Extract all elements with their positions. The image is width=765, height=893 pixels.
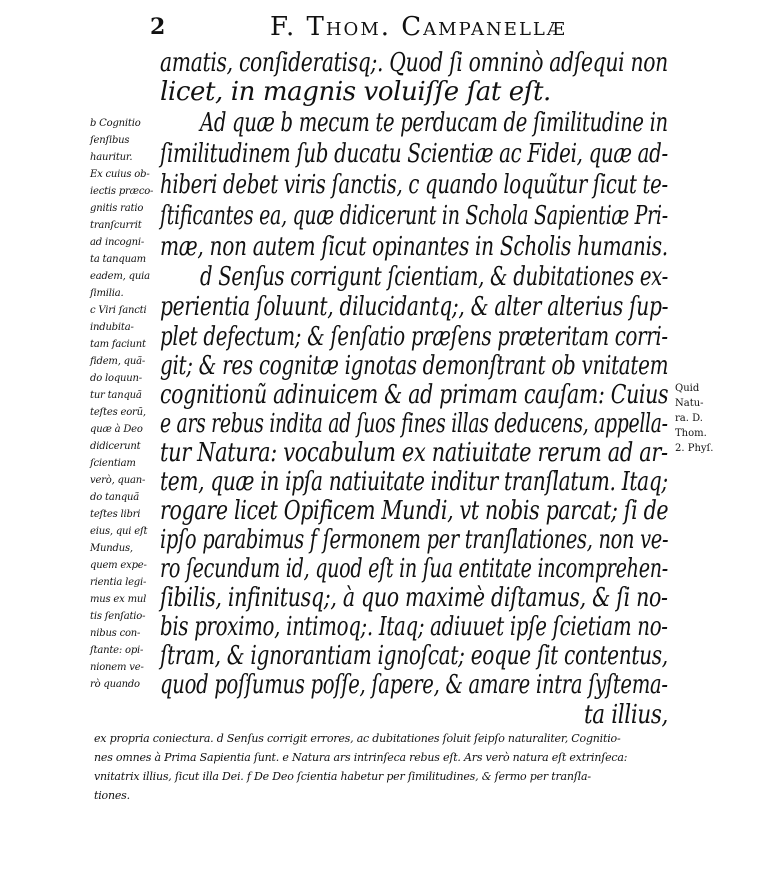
gloss-line: gnitis ratio [90,203,144,214]
text-line: quod poſſumus poſſe, ſapere, & amare intra ſyſtema- [160,670,668,700]
gloss-line: eius, qui eſt [90,526,148,537]
text-line: ſimilitudinem ſub ducatu Scientiæ ac Fidei, quæ ad- [160,139,668,169]
page-header [150,8,710,42]
text-line: tur Natura: vocabulum ex natiuitate rerum ad ar- [160,438,668,468]
gloss-line: teſtes eorũ, [90,407,146,418]
gloss-line: ſimilia. [90,288,124,299]
paragraph-start-line: Ad quæ b mecum te perducam de ſimilitudine in [200,108,668,138]
gloss-line: teſtes libri [90,509,141,520]
gloss-line: didicerunt [90,441,141,452]
text-line: licet, in magnis voluiſſe ſat eſt. [160,77,551,107]
text-line: ro ſecundum id, quod eſt in ſua entitate incomprehen- [160,554,668,584]
gloss-line: quem expe- [90,560,147,571]
text-line: hiberi debet viris ſanctis, c quando loquũtur ſicut te- [160,170,668,200]
gloss-line: Ex cuius ob- [90,169,150,180]
gloss-line: b Cognitio [90,118,141,129]
gloss-line: eadem, quia [90,271,150,282]
gloss-line: rientia legi- [90,577,147,588]
text-line: ſtram, & ignorantiam ignoſcat; eoque ſit contentus, [160,641,668,671]
footnote-line: tiones. [94,789,130,802]
gloss-line: 2. Phyſ. [675,443,714,454]
text-line: tem, quæ in ipſa natiuitate inditur tranſlatum. Itaq; [160,467,668,497]
gloss-line: mus ex mul [90,594,147,605]
gloss-line: do tanquã [90,492,140,503]
footnote-line: ex propria coniectura. d Senſus corrigit errores, ac dubitationes ſoluit ſeipſo naturaliter, Cognitio- [94,732,621,745]
gloss-line: Mundus, [90,543,133,554]
gloss-line: c Viri ſancti [90,305,147,316]
text-line: cognitionũ adinuicem & ad primam cauſam: Cuius [160,380,669,410]
gloss-line: tam faciunt [90,339,146,350]
gloss-line: hauritur. [90,152,133,163]
text-line: plet defectum; & ſenſatio præſens præteritam corri- [160,322,668,352]
text-line: perientia ſoluunt, dilucidantq;, & alter alterius ſup- [160,292,669,322]
gloss-line: quæ à Deo [90,424,143,435]
gloss-line: ta tanquam [90,254,146,265]
text-line: mæ, non autem ſicut opinantes in Scholis humanis. [160,232,668,262]
gloss-line: nionem ve- [90,662,144,673]
gloss-line: rò quando [90,679,140,690]
gloss-line: Thom. [675,428,707,439]
text-line: ſtificantes ea, quæ didicerunt in Schola Sapientiæ Pri- [160,201,668,231]
text-line: ipſo parabimus f ſermonem per tranſlationes, non ve- [160,525,669,555]
gloss-line: ſtante: opi- [90,645,144,656]
gloss-line: iectis præco- [90,186,154,197]
gloss-line: ad incogni- [90,237,145,248]
gloss-line: nibus con- [90,628,141,639]
gloss-line: Natu- [675,398,704,409]
gloss-line: indubita- [90,322,134,333]
text-line: bis proximo, intimoq;. Itaq; adiuuet ipſe ſcietiam no- [160,612,668,642]
page-number: 2 [150,14,166,40]
text-line: e ars rebus indita ad ſuos fines illas deducens, appella- [160,409,668,439]
gloss-line: ſcientiam [90,458,136,469]
gloss-line: Quid [675,383,700,394]
footnote-line: vnitatrix illius, ſicut illa Dei. f De Deo ſcientia habetur per ſimilitudines, & ſermo per tranſla- [94,770,591,783]
gloss-line: verò, quan- [90,475,146,486]
text-line: ſibilis, infinitusq;, à quo maximè diſtamus, & ſi no- [160,583,668,613]
gloss-line: fidem, quã- [90,356,146,367]
gloss-line: ſenſibus [90,135,130,146]
gloss-line: tranſcurrit [90,220,142,231]
running-title: F. Thom. Campanellæ [270,12,567,42]
gloss-line: tis ſenſatio- [90,611,146,622]
text-line: ta illius, [584,700,669,730]
gloss-line: do loquun- [90,373,142,384]
text-line: rogare licet Opificem Mundi, vt nobis parcat; ſi de [160,496,669,526]
text-line: amatis, conſideratisq;. Quod ſi omninò adſequi non [160,48,668,78]
text-line: git; & res cognitæ ignotas demonſtrant ob vnitatem [160,351,669,381]
gloss-line: tur tanquã [90,390,142,401]
gloss-line: ra. D. [675,413,703,424]
paragraph-start-line: d Senſus corrigunt ſcientiam, & dubitationes ex- [200,262,668,292]
footnote-line: nes omnes à Prima Sapientia ſunt. e Natura ars intrinſeca rebus eſt. Ars verò natura eſt extrinſeca: [94,751,628,764]
